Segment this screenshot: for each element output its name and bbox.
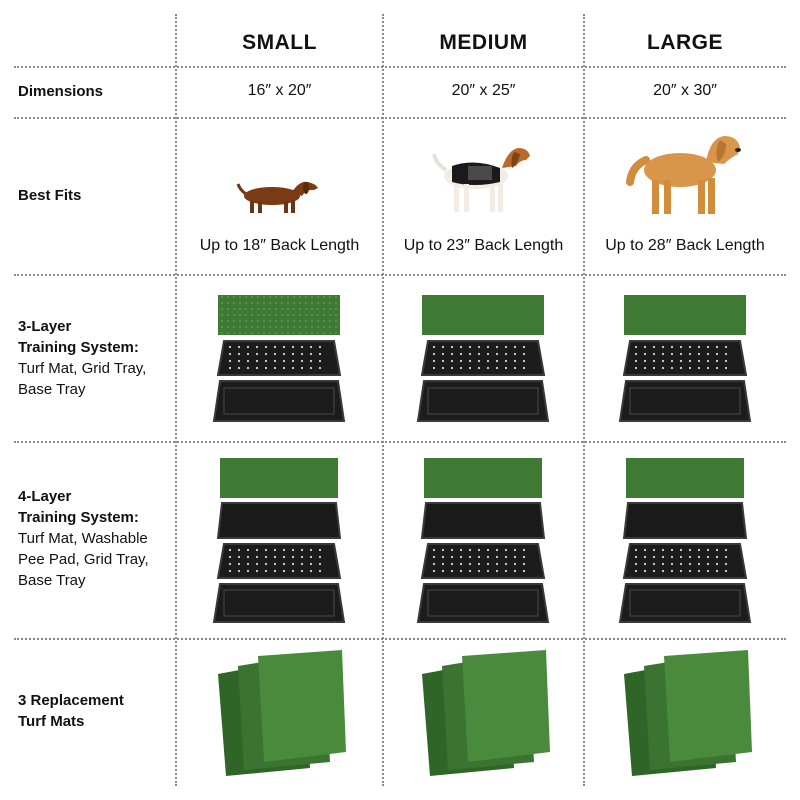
replacement-turf-mats-large	[620, 648, 754, 778]
row-divider	[14, 441, 786, 443]
three-layer-system-small	[214, 295, 344, 423]
column-header-small: SMALL	[242, 31, 317, 54]
row-label-3-layer	[18, 316, 178, 400]
dimension-small: 16″ x 20″	[247, 82, 312, 99]
row-label-4-layer-title-2: Training System:	[18, 509, 139, 526]
four-layer-system-large	[620, 458, 750, 624]
row-label-4-layer-title-1: 4-Layer	[18, 488, 72, 505]
row-label-4-layer-desc-1: Turf Mat, Washable	[18, 530, 148, 547]
column-divider	[175, 14, 177, 786]
row-label-3-layer-title-2: Training System:	[18, 339, 139, 356]
row-divider	[14, 117, 786, 119]
row-label-3-layer-desc-1: Turf Mat, Grid Tray,	[18, 360, 147, 377]
four-layer-system-small	[214, 458, 344, 624]
column-header-large: LARGE	[647, 31, 723, 54]
three-layer-system-large	[620, 295, 750, 423]
best-fit-large: Up to 28″ Back Length	[605, 237, 765, 254]
best-fit-small: Up to 18″ Back Length	[199, 237, 360, 254]
row-label-3-layer-title-1: 3-Layer	[18, 318, 72, 335]
row-label-replacement-line-2: Turf Mats	[18, 713, 85, 730]
four-layer-system-medium	[418, 458, 548, 624]
three-layer-system-medium	[418, 295, 548, 423]
row-label-replacement-line-1: 3 Replacement	[18, 692, 124, 709]
row-divider	[14, 66, 786, 68]
dimension-large: 20″ x 30″	[653, 82, 717, 99]
replacement-turf-mats-medium	[418, 648, 552, 778]
row-label-replacement	[18, 690, 178, 732]
golden-retriever-image	[628, 130, 744, 218]
row-label-dimensions: Dimensions	[18, 83, 104, 100]
replacement-turf-mats-small	[214, 648, 348, 778]
dimension-medium: 20″ x 25″	[451, 82, 516, 99]
row-label-3-layer-desc-2: Base Tray	[18, 381, 86, 398]
column-header-medium: MEDIUM	[439, 31, 528, 54]
row-label-4-layer	[18, 486, 178, 591]
row-divider	[14, 638, 786, 640]
row-label-4-layer-desc-2: Pee Pad, Grid Tray,	[18, 551, 149, 568]
dachshund-image	[236, 174, 322, 218]
row-label-4-layer-desc-3: Base Tray	[18, 572, 86, 589]
column-divider	[382, 14, 384, 786]
beagle-image	[430, 142, 538, 218]
best-fit-medium: Up to 23″ Back Length	[403, 237, 564, 254]
column-divider	[583, 14, 585, 786]
row-label-best-fits: Best Fits	[18, 187, 82, 204]
row-divider	[14, 274, 786, 276]
